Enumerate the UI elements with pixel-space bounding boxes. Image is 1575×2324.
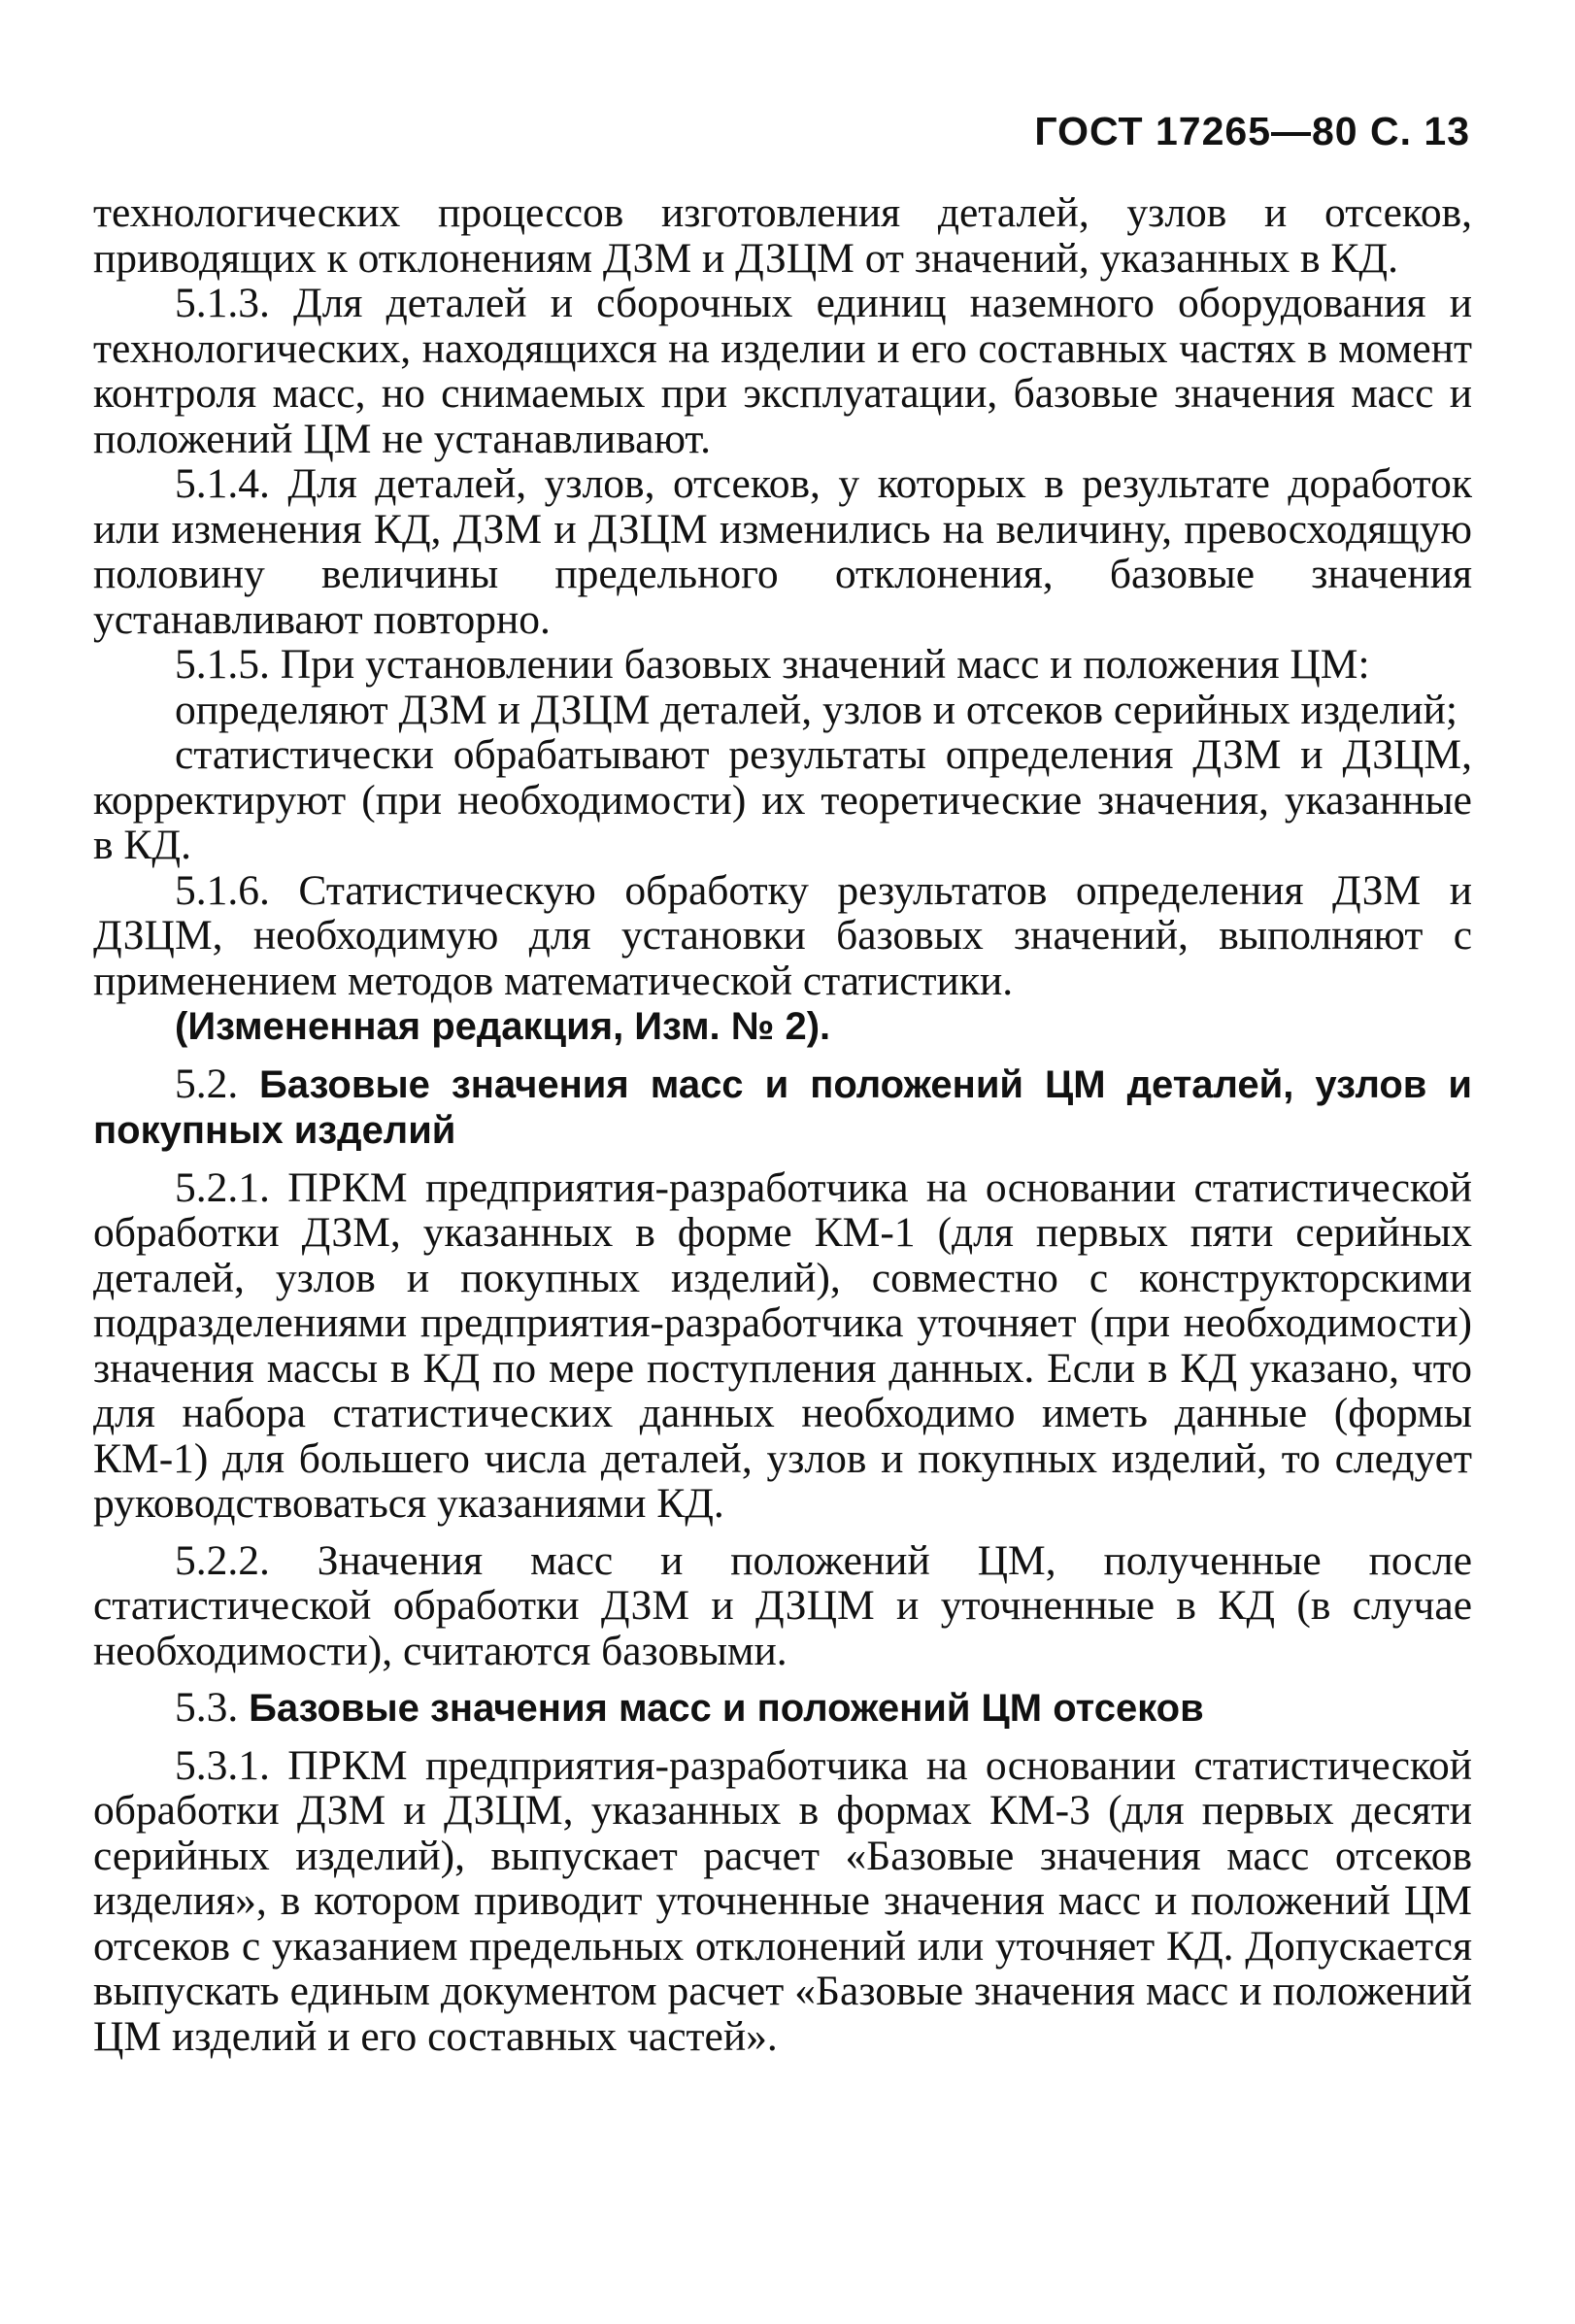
clause-5-1-5 [93,642,1472,688]
section-5-3-heading [93,1685,1472,1732]
clause-5-1-3 [93,281,1472,461]
clause-number: 5.1.3. [175,280,270,326]
section-number: 5.2. [175,1060,239,1107]
clause-text: ПРКМ предприятия-разработчика на основании статистической обработки ДЗМ и ДЗЦМ, указанных в формах КМ-3 (для первых десяти серийных изделий), выпускает расчет «Базовые значения масс отсеков изделия», в котором приводит уточненные значения масс и положений ЦМ отсеков с указанием предельных отклонений или уточняет КД. Допускается выпускать единым документом расчет «Базовые значения масс и положений ЦМ изделий и его составных частей». [93,1741,1472,2060]
clause-number: 5.1.4. [175,460,270,507]
section-title: Базовые значения масс и положений ЦМ отсеков [249,1687,1204,1730]
clause-5-3-1 [93,1743,1472,2060]
section-5-2-heading [93,1061,1472,1154]
section-title: Базовые значения масс и положений ЦМ деталей, узлов и покупных изделий [93,1062,1473,1152]
clause-text: Для деталей и сборочных единиц наземного оборудования и технологических, находящихся на изделии и его составных частях в момент контроля масс, но снимаемых при эксплуатации, базовые значения масс и положений ЦМ не устанавливают. [93,280,1473,462]
amendment-note [93,1003,1472,1050]
clause-5-1-5-item-1: определяют ДЗМ и ДЗЦМ деталей, узлов и отсеков серийных изделий; [175,686,1458,733]
amendment-note-text: (Измененная редакция, Изм. № 2). [175,1005,831,1048]
clause-text: Статистическую обработку результатов определения ДЗМ и ДЗЦМ, необходимую для установки базовых значений, выполняют с применением методов математической статистики. [93,866,1473,1004]
section-number: 5.3. [175,1684,239,1731]
clause-number: 5.1.5. [175,641,270,688]
paragraph-continuation: технологических процессов изготовления деталей, узлов и отсеков, приводящих к отклонениям ДЗМ и ДЗЦМ от значений, указанных в КД. [93,189,1472,282]
clause-text: Значения масс и положений ЦМ, полученные после статистической обработки ДЗМ и ДЗЦМ и уточненные в КД (в случае необходимости), считаются базовыми. [93,1536,1473,1674]
clause-5-2-2 [93,1538,1472,1674]
clause-number: 5.1.6. [175,866,270,914]
clause-5-1-5-item-2: статистически обрабатывают результаты определения ДЗМ и ДЗЦМ, корректируют (при необходимости) их теоретические значения, указанные в КД. [93,731,1472,868]
document-body [93,190,1472,2059]
running-header: ГОСТ 17265—80 С. 13 [1034,109,1470,153]
clause-text: Для деталей, узлов, отсеков, у которых в результате доработок или изменения КД, ДЗМ и ДЗЦМ изменились на величину, превосходящую половину величины предельного отклонения, базовые значения устанавливают повторно. [93,460,1472,643]
clause-text: При установлении базовых значений масс и положения ЦМ: [280,641,1370,688]
clause-number: 5.3.1. [175,1741,270,1789]
clause-number: 5.2.1. [175,1163,270,1211]
clause-text: ПРКМ предприятия-разработчика на основании статистической обработки ДЗМ, указанных в форме КМ-1 (для первых пяти серийных деталей, узлов и покупных изделий), совместно с конструкторскими подразделениями предприятия-разработчика уточняет (при необходимости) значения массы в КД по мере поступления данных. Если в КД указано, что для набора статистических данных необходимо иметь данные (формы КМ-1) для большего числа деталей, узлов и покупных изделий, то следует руководствоваться указаниями КД. [93,1163,1472,1527]
clause-5-1-4 [93,461,1472,642]
clause-5-2-1 [93,1165,1472,1527]
clause-number: 5.2.2. [175,1536,270,1584]
clause-5-1-6 [93,868,1472,1004]
